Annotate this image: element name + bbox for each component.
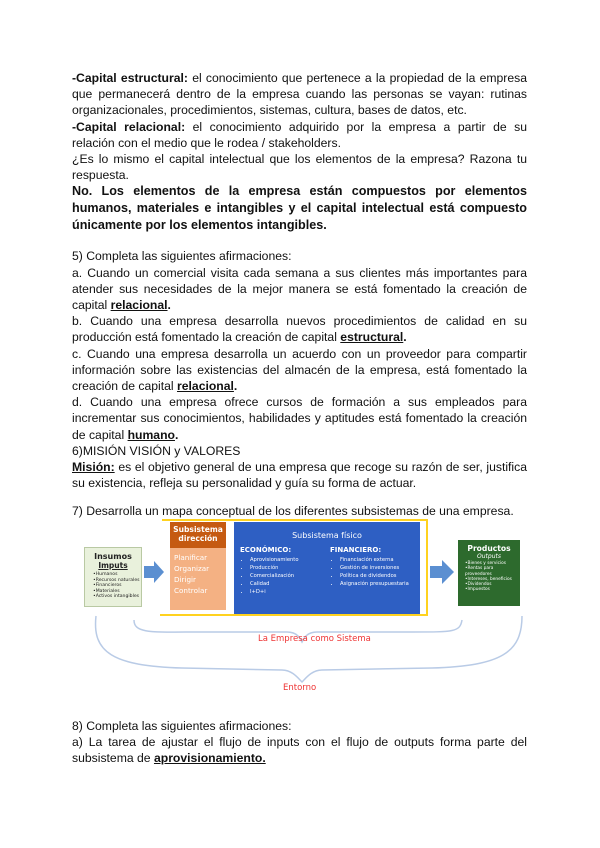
answer-8a: aprovisionamiento. xyxy=(153,751,266,766)
list-item: •Bienes y servicios xyxy=(465,561,507,566)
section-8-heading: 8) Completa las siguientes afirmaciones: xyxy=(72,719,292,733)
list-item: •Impuestos xyxy=(465,587,490,593)
subsistema-fisico-title: Subsistema físico xyxy=(292,531,362,540)
statement-b: b. Cuando una empresa desarrolla nuevos procedimientos de calidad en su producción está fomentado la creación de capital estructural. xyxy=(72,314,527,345)
section-6-heading: 6)MISIÓN VISIÓN y VALORES xyxy=(72,443,241,458)
term-mision: Misión: xyxy=(72,460,115,475)
statement-a: a. Cuando un comercial visita cada semana a sus clientes más importantes para atender sus necesidades de la mejor manera se está fomentado la creación de capital relacional. xyxy=(72,265,527,313)
question: ¿Es lo mismo el capital intelectual que los elementos de la empresa? Razona tu respuesta. xyxy=(72,152,527,183)
answer-b: estructural xyxy=(340,330,404,345)
list-item: •Intereses, beneficios xyxy=(465,576,512,582)
subsistema-direccion-header: Subsistema dirección xyxy=(170,522,226,548)
concept-map-diagram xyxy=(82,522,528,700)
list-item: • Comercialización xyxy=(250,572,299,580)
statement-c: c. Cuando una empresa desarrolla un acuerdo con un proveedor para compartir información sobre las existencias del almacén de la empresa, está fomentado la creación de capital relacional. xyxy=(72,346,527,394)
answer-d: humano xyxy=(127,427,175,442)
list-item: •Recursos naturales xyxy=(93,577,140,583)
section-7-heading: 7) Desarrolla un mapa conceptual de los diferentes subsistemas de una empresa. xyxy=(72,504,514,519)
list-item: Organizar xyxy=(174,564,210,573)
list-item: • Asignación presupuestaria xyxy=(340,580,409,588)
statement-8a: a) La tarea de ajustar el flujo de inputs con el flujo de outputs forma parte del subsistema de aprovisionamiento. xyxy=(72,735,527,766)
list-item: • Producción xyxy=(250,564,299,572)
section-8 xyxy=(72,718,527,767)
list-item: Planificar xyxy=(174,553,208,562)
arrow-right-icon xyxy=(430,560,454,584)
term-capital-relacional: -Capital relacional: xyxy=(72,119,186,134)
paragraph-capital-estructural xyxy=(72,70,527,119)
term-capital-estructural: -Capital estructural: xyxy=(72,71,188,85)
list-item: • Política de dividendos xyxy=(340,572,409,580)
diagram-connectors xyxy=(82,522,528,700)
inputs-subtitle: Imputs xyxy=(98,561,128,570)
answer-a: relacional xyxy=(110,298,168,313)
section-5-heading: 5) Completa las siguientes afirmaciones: xyxy=(72,249,292,264)
list-item: • Calidad xyxy=(250,580,299,588)
list-item: •Materiales xyxy=(93,588,120,594)
paragraph-capital-relacional xyxy=(72,119,527,151)
list-item: Dirigir xyxy=(174,575,196,584)
list-item: •Activos intangibles xyxy=(93,594,140,600)
definition-text: el conocimiento adquirido por la empresa a partir de su relación con el medio que le rodea / stakeholders. xyxy=(72,119,527,150)
brace-entorno xyxy=(96,616,522,682)
inputs-title: Insumos xyxy=(94,552,132,561)
definition-text: el conocimiento que pertenece a la propiedad de la empresa que permanecerá dentro de la empresa cuando las personas se vayan: rutinas organizacionales, procedimientos, sistemas, cultura, bases de datos, etc. xyxy=(72,71,527,118)
list-item: • I+D+i xyxy=(250,588,299,596)
economico-title: ECONÓMICO: xyxy=(240,546,292,554)
entorno-label: Entorno xyxy=(283,683,317,693)
document-body xyxy=(72,70,527,520)
answer-c: relacional xyxy=(177,379,234,394)
outputs-title: Productos xyxy=(467,544,511,553)
list-item: •Financieros xyxy=(93,583,122,589)
answer: No. Los elementos de la empresa están compuestos por elementos humanos, materiales e intangibles y el capital intelectual está compuesto únicamente por los elementos intangibles. xyxy=(72,184,527,233)
list-item: • Financiación externa xyxy=(340,556,409,564)
list-item: •Rentas para proveedores xyxy=(465,566,494,577)
sistema-label: La Empresa como Sistema xyxy=(258,634,371,644)
financiero-title: FINANCIERO: xyxy=(330,546,382,554)
arrow-right-icon xyxy=(144,561,164,583)
statement-d: d. Cuando una empresa ofrece cursos de formación a sus empleados para incrementar sus conocimientos, habilidades y aptitudes está fomentado la creación de capital humano. xyxy=(72,395,527,442)
paragraph-mision: Misión: es el objetivo general de una empresa que recoge su razón de ser, justifica su existencia, refleja su personalidad y guía su forma de actuar. xyxy=(72,460,527,491)
list-item: •Dividendos xyxy=(465,582,492,588)
list-item: Controlar xyxy=(174,586,208,595)
list-item: • Aprovisionamiento xyxy=(250,556,299,564)
list-item: • Gestión de inversiones xyxy=(340,564,409,572)
outputs-subtitle: Outputs xyxy=(477,553,501,560)
list-item: •Humanos xyxy=(93,572,118,577)
